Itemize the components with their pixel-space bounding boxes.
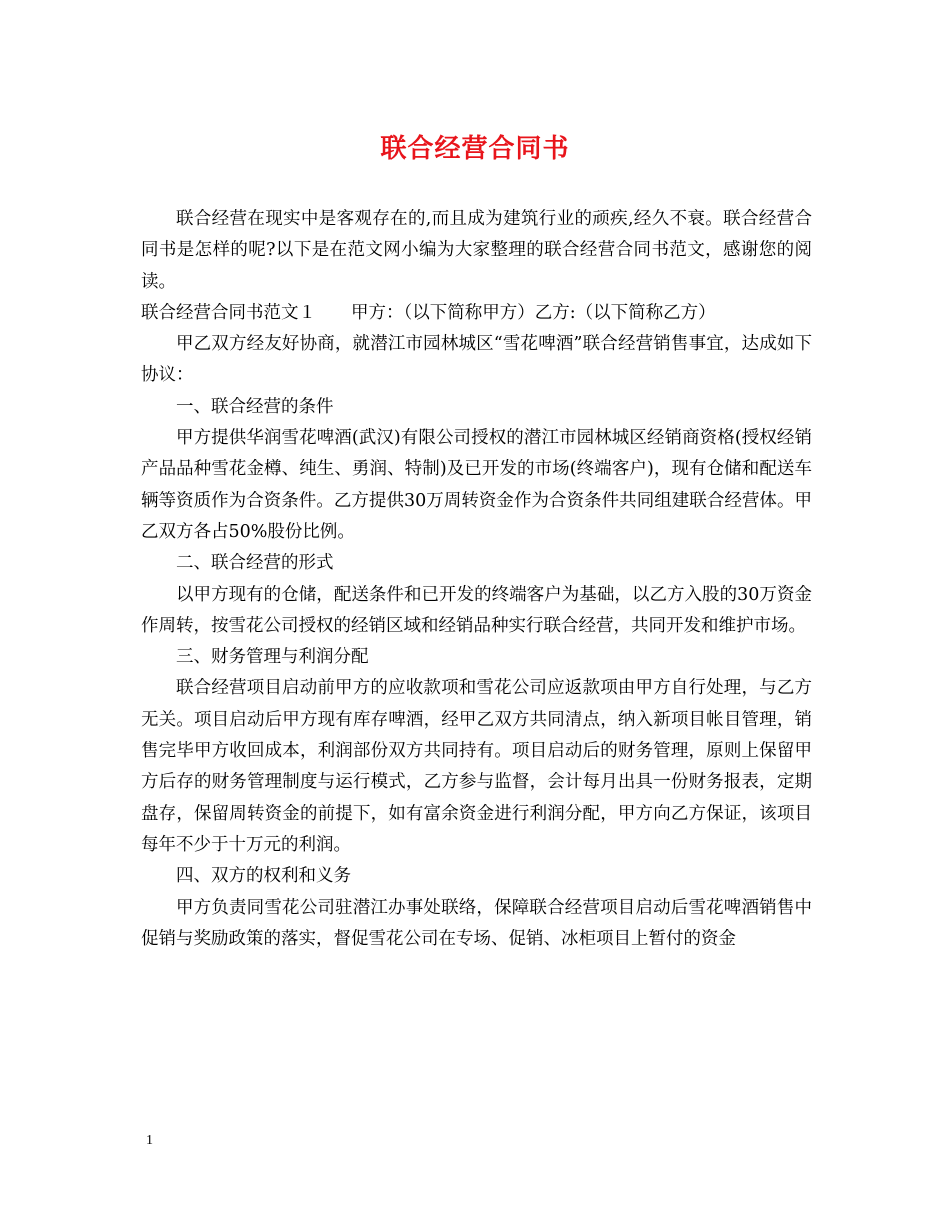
page-number: 1 — [146, 1133, 153, 1148]
section-heading-rights: 四、双方的权利和义务 — [176, 866, 351, 887]
agreement-paragraph: 甲乙双方经友好协商，就潜江市园林城区“雪花啤酒”联合经营销售事宜，达成如下协议： — [141, 334, 812, 386]
contract-parties-line: 联合经营合同书范文１ 甲方：（以下简称甲方）乙方:（以下简称乙方） — [141, 302, 716, 323]
section-heading-conditions: 一、联合经营的条件 — [176, 396, 334, 417]
rights-paragraph: 甲方负责同雪花公司驻潜江办事处联络，保障联合经营项目启动后雪花啤酒销售中促销与奖励政策的落实，督促雪花公司在专场、促销、冰柜项目上暂付的资金 — [141, 897, 812, 949]
document-body — [141, 204, 812, 955]
conditions-paragraph: 甲方提供华润雪花啤酒(武汉)有限公司授权的潜江市园林城区经销商资格(授权经销产品品种雪花金樽、纯生、勇润、特制)及已开发的市场(终端客户)，现有仓储和配送车辆等资质作为合资条件。乙方提供30万周转资金作为合资条件共同组建联合经营体。甲乙双方各占50%股份比例。 — [141, 428, 812, 542]
document-title: 联合经营合同书 — [380, 134, 570, 164]
section-heading-form: 二、联合经营的形式 — [176, 553, 334, 574]
form-paragraph: 以甲方现有的仓储，配送条件和已开发的终端客户为基础，以乙方入股的30万资金作周转，按雪花公司授权的经销区域和经销品种实行联合经营，共同开发和维护市场。 — [141, 584, 812, 636]
section-heading-finance: 三、财务管理与利润分配 — [176, 647, 369, 668]
finance-paragraph: 联合经营项目启动前甲方的应收款项和雪花公司应返款项由甲方自行处理，与乙方无关。项目启动后甲方现有库存啤酒，经甲乙双方共同清点，纳入新项目帐目管理，销售完毕甲方收回成本，利润部份双方共同持有。项目启动后的财务管理，原则上保留甲方后存的财务管理制度与运行模式，乙方参与监督，会计每月出具一份财务报表，定期盘存，保留周转资金的前提下，如有富余资金进行利润分配，甲方向乙方保证，该项目每年不少于十万元的利润。 — [141, 678, 812, 855]
intro-paragraph: 联合经营在现实中是客观存在的,而且成为建筑行业的顽疾,经久不衰。联合经营合同书是怎样的呢?以下是在范文网小编为大家整理的联合经营合同书范文，感谢您的阅读。 — [141, 209, 812, 292]
